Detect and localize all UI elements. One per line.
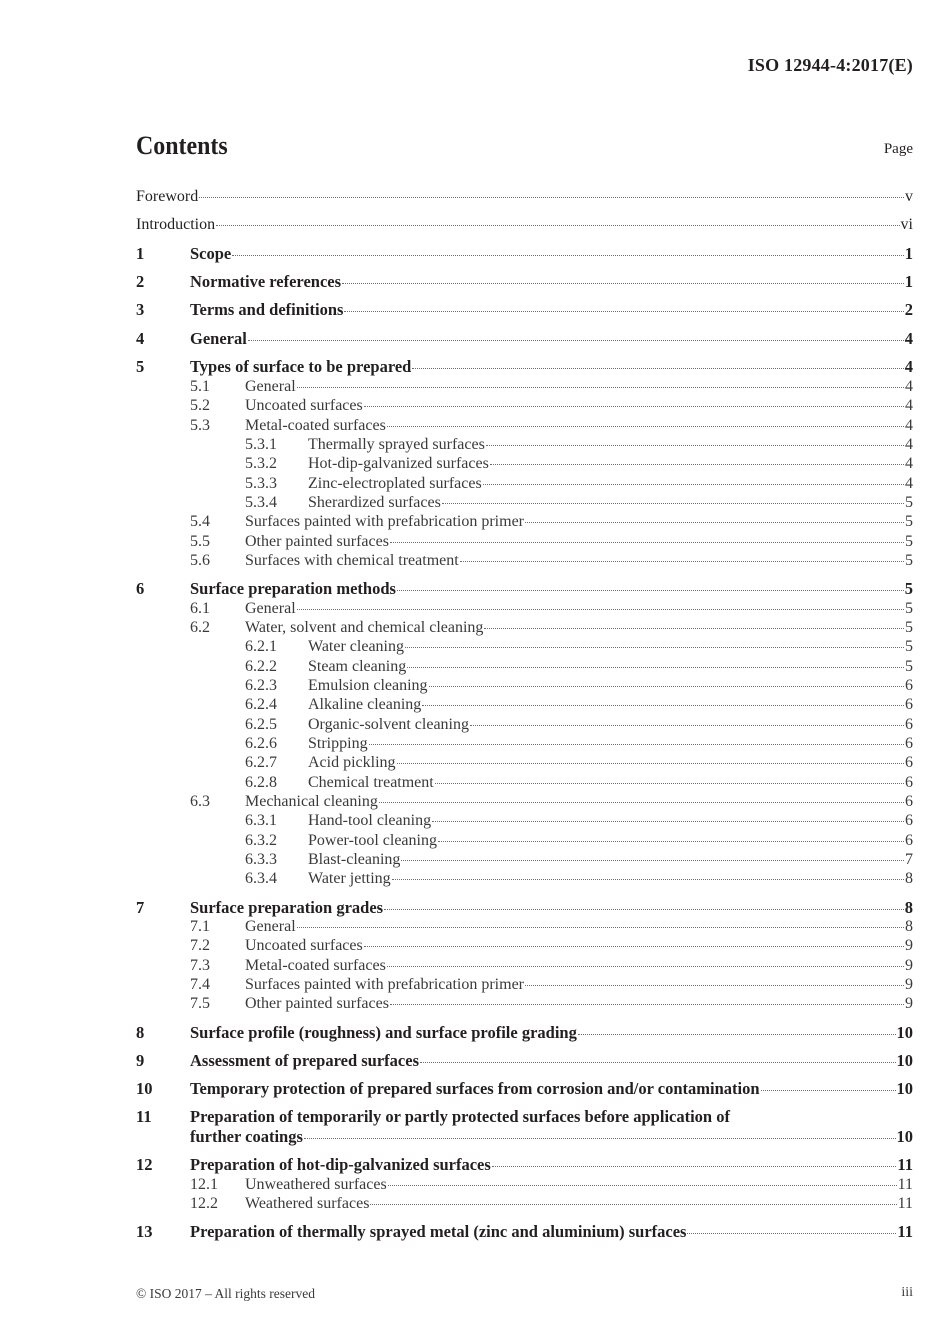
toc-entry[interactable] bbox=[136, 676, 913, 695]
toc-entry-page[interactable]: 5 bbox=[905, 552, 913, 569]
dot-leader bbox=[248, 340, 904, 341]
toc-entry-title[interactable]: Other painted surfaces bbox=[245, 533, 389, 550]
toc-entry-line bbox=[190, 898, 913, 917]
dot-leader bbox=[687, 1233, 896, 1234]
toc-entry-page[interactable]: 8 bbox=[905, 918, 913, 935]
toc-entry-number: 5.4 bbox=[190, 513, 210, 530]
dot-leader bbox=[460, 561, 904, 562]
toc-entry-page[interactable]: 11 bbox=[897, 1155, 913, 1174]
toc-entry[interactable] bbox=[136, 869, 913, 888]
dot-leader bbox=[420, 1062, 896, 1063]
toc-entry-number: 6 bbox=[136, 579, 145, 598]
page-column-label: Page bbox=[883, 141, 913, 157]
toc-entry-line bbox=[308, 454, 913, 473]
toc-entry-number: 5.1 bbox=[190, 378, 210, 395]
toc-entry-page[interactable]: 5 bbox=[905, 513, 913, 530]
toc-entry-line bbox=[245, 917, 913, 936]
toc-entry-line bbox=[308, 715, 913, 734]
toc-entry-line bbox=[308, 657, 913, 676]
toc-entry[interactable] bbox=[136, 244, 913, 263]
toc-entry-line bbox=[308, 734, 913, 753]
toc-entry-line bbox=[308, 850, 913, 869]
toc-entry-line bbox=[190, 1222, 913, 1241]
toc-entry-line bbox=[245, 512, 913, 531]
dot-leader bbox=[422, 705, 904, 706]
toc-entry-line bbox=[190, 1079, 913, 1098]
toc-entry[interactable] bbox=[136, 811, 913, 830]
toc-entry-page[interactable]: 6 bbox=[905, 696, 913, 713]
dot-leader bbox=[407, 667, 904, 668]
toc-entry-page[interactable]: 10 bbox=[896, 1079, 913, 1098]
toc-entry[interactable] bbox=[136, 773, 913, 792]
toc-entry-title[interactable]: General bbox=[245, 378, 296, 395]
toc-entry-title[interactable]: General bbox=[190, 329, 247, 348]
toc-entry[interactable] bbox=[136, 1127, 913, 1146]
toc-entry-number: 6.3 bbox=[190, 793, 210, 810]
toc-entry-line bbox=[308, 435, 913, 454]
toc-entry-page[interactable]: 8 bbox=[905, 870, 913, 887]
toc-entry[interactable] bbox=[136, 512, 913, 531]
toc-entry[interactable] bbox=[136, 357, 913, 376]
toc-entry-title[interactable]: Preparation of temporarily or partly protected surfaces before application of bbox=[190, 1107, 730, 1126]
toc-entry-page[interactable]: 2 bbox=[904, 300, 913, 319]
dot-leader bbox=[388, 1185, 897, 1186]
toc-entry-page[interactable]: 5 bbox=[905, 533, 913, 550]
toc-entry-page[interactable]: 10 bbox=[896, 1051, 913, 1070]
toc-entry[interactable] bbox=[136, 435, 913, 454]
toc-entry[interactable] bbox=[136, 599, 913, 618]
toc-entry-title[interactable]: General bbox=[245, 918, 296, 935]
page-title: Contents bbox=[136, 131, 228, 160]
toc-entry-line bbox=[190, 300, 913, 319]
toc-entry-line bbox=[308, 831, 913, 850]
toc-entry[interactable] bbox=[136, 850, 913, 869]
toc-entry-number: 5.3.3 bbox=[245, 475, 277, 492]
toc-entry-page[interactable]: v bbox=[905, 188, 913, 205]
toc-entry-number: 6.2.2 bbox=[245, 658, 277, 675]
toc-entry-number: 6.1 bbox=[190, 600, 210, 617]
document-id: ISO 12944-4:2017(E) bbox=[747, 55, 913, 75]
toc-entry-line bbox=[245, 956, 913, 975]
toc-entry-title[interactable]: Uncoated surfaces bbox=[245, 937, 363, 954]
toc-entry-number: 6.2 bbox=[190, 619, 210, 636]
toc-entry-number: 7.1 bbox=[190, 918, 210, 935]
dot-leader bbox=[297, 927, 904, 928]
dot-leader bbox=[364, 946, 904, 947]
dot-leader bbox=[401, 860, 904, 861]
dot-leader bbox=[297, 387, 904, 388]
toc-entry-line bbox=[245, 1175, 913, 1194]
toc-entry-title[interactable]: Surfaces painted with prefabrication primer bbox=[245, 513, 524, 530]
toc-entry-number: 5.2 bbox=[190, 397, 210, 414]
toc-entry-line bbox=[190, 1051, 913, 1070]
dot-leader bbox=[370, 1204, 896, 1205]
toc-entry-title[interactable]: Alkaline cleaning bbox=[308, 696, 422, 713]
toc-entry-title[interactable]: Other painted surfaces bbox=[245, 995, 389, 1012]
toc-entry-title[interactable]: Temporary protection of prepared surfaces from corrosion and/or contamination bbox=[190, 1079, 760, 1098]
toc-entry-page[interactable]: 6 bbox=[905, 735, 913, 752]
toc-entry-title[interactable]: Zinc-electroplated surfaces bbox=[308, 475, 482, 492]
toc-entry[interactable] bbox=[136, 715, 913, 734]
toc-entry[interactable] bbox=[136, 1079, 913, 1098]
dot-leader bbox=[344, 311, 903, 312]
toc-entry[interactable] bbox=[136, 917, 913, 936]
toc-entry-page[interactable]: 6 bbox=[905, 716, 913, 733]
toc-entry-line bbox=[190, 1023, 913, 1042]
toc-entry-title[interactable]: Unweathered surfaces bbox=[245, 1176, 387, 1193]
toc-entry-title[interactable]: Organic-solvent cleaning bbox=[308, 716, 469, 733]
toc-entry-title[interactable]: Uncoated surfaces bbox=[245, 397, 363, 414]
toc-entry-line bbox=[245, 396, 913, 415]
toc-entry-title[interactable]: Types of surface to be prepared bbox=[190, 357, 412, 376]
toc-entry-number: 6.2.4 bbox=[245, 696, 277, 713]
toc-entry-number: 9 bbox=[136, 1051, 145, 1070]
toc-entry-page[interactable]: 6 bbox=[905, 754, 913, 771]
dot-leader bbox=[412, 368, 903, 369]
toc-entry-line bbox=[190, 1107, 913, 1126]
dot-leader bbox=[432, 821, 904, 822]
toc-entry-number: 5.3.2 bbox=[245, 455, 277, 472]
toc-entry[interactable] bbox=[136, 936, 913, 955]
toc-entry[interactable] bbox=[136, 792, 913, 811]
toc-entry-number: 10 bbox=[136, 1079, 153, 1098]
toc-entry-line bbox=[245, 416, 913, 435]
toc-entry[interactable] bbox=[136, 1194, 913, 1213]
toc-entry-line bbox=[190, 579, 913, 598]
dot-leader bbox=[429, 686, 904, 687]
toc-entry-page[interactable]: 1 bbox=[904, 272, 913, 291]
toc-entry-line bbox=[190, 272, 913, 291]
toc-entry-title[interactable]: Surfaces painted with prefabrication primer bbox=[245, 976, 524, 993]
toc-entry[interactable] bbox=[136, 898, 913, 917]
toc-entry-line bbox=[136, 215, 913, 234]
dot-leader bbox=[397, 763, 904, 764]
toc-entry-page[interactable]: 9 bbox=[905, 995, 913, 1012]
toc-entry-page[interactable]: 5 bbox=[905, 619, 913, 636]
toc-entry-page[interactable]: 4 bbox=[905, 475, 913, 492]
toc-entry-page[interactable]: 11 bbox=[897, 1222, 913, 1241]
toc-entry-number: 6.2.8 bbox=[245, 774, 277, 791]
toc-entry-page[interactable]: 7 bbox=[905, 851, 913, 868]
toc-entry-number: 7 bbox=[136, 898, 145, 917]
toc-entry-line bbox=[245, 994, 913, 1013]
toc-entry-number: 12.2 bbox=[190, 1195, 218, 1212]
toc-entry[interactable] bbox=[136, 579, 913, 598]
toc-entry[interactable] bbox=[136, 272, 913, 291]
toc-entry-title[interactable]: Chemical treatment bbox=[308, 774, 434, 791]
toc-entry[interactable] bbox=[136, 975, 913, 994]
dot-leader bbox=[490, 464, 904, 465]
toc-entry[interactable] bbox=[136, 1107, 913, 1126]
toc-entry[interactable] bbox=[136, 187, 913, 206]
toc-entry-number: 6.3.3 bbox=[245, 851, 277, 868]
toc-entry-number: 6.3.2 bbox=[245, 832, 277, 849]
toc-entry-title[interactable]: Surfaces with chemical treatment bbox=[245, 552, 459, 569]
toc-entry-number: 6.2.3 bbox=[245, 677, 277, 694]
toc-entry-line bbox=[245, 1194, 913, 1213]
toc-entry-title[interactable]: Metal-coated surfaces bbox=[245, 957, 386, 974]
toc-entry-page[interactable]: 11 bbox=[897, 1195, 913, 1212]
toc-entry[interactable] bbox=[136, 1051, 913, 1070]
toc-entry-number: 2 bbox=[136, 272, 145, 291]
toc-entry-title[interactable]: Power-tool cleaning bbox=[308, 832, 437, 849]
toc-entry-page[interactable]: vi bbox=[900, 216, 913, 233]
toc-entry[interactable] bbox=[136, 1175, 913, 1194]
toc-entry-number: 5.6 bbox=[190, 552, 210, 569]
toc-entry-number: 1 bbox=[136, 244, 145, 263]
toc-entry[interactable] bbox=[136, 734, 913, 753]
toc-entry[interactable] bbox=[136, 377, 913, 396]
toc-entry-line bbox=[245, 975, 913, 994]
toc-entry-page[interactable]: 6 bbox=[905, 774, 913, 791]
toc-entry-number: 8 bbox=[136, 1023, 145, 1042]
toc-entry-page[interactable]: 4 bbox=[905, 417, 913, 434]
toc-entry[interactable] bbox=[136, 454, 913, 473]
toc-entry-page[interactable]: 6 bbox=[905, 677, 913, 694]
toc-entry-number: 3 bbox=[136, 300, 145, 319]
toc-entry[interactable] bbox=[136, 396, 913, 415]
toc-entry-page[interactable]: 10 bbox=[896, 1127, 913, 1146]
toc-entry-title[interactable]: General bbox=[245, 600, 296, 617]
toc-entry-title[interactable]: Surface preparation methods bbox=[190, 579, 396, 598]
dot-leader bbox=[397, 590, 904, 591]
toc-entry-number: 11 bbox=[136, 1107, 152, 1126]
toc-entry-page[interactable]: 10 bbox=[896, 1023, 913, 1042]
toc-entry-title[interactable]: Hot-dip-galvanized surfaces bbox=[308, 455, 489, 472]
dot-leader bbox=[199, 197, 904, 198]
dot-leader bbox=[297, 609, 904, 610]
dot-leader bbox=[216, 225, 899, 226]
toc-entry-line bbox=[308, 773, 913, 792]
toc-entry-line bbox=[308, 753, 913, 772]
toc-entry-page[interactable]: 5 bbox=[905, 600, 913, 617]
dot-leader bbox=[486, 445, 904, 446]
toc-entry[interactable] bbox=[136, 753, 913, 772]
toc-entry-title[interactable]: Emulsion cleaning bbox=[308, 677, 428, 694]
toc-entry[interactable] bbox=[136, 1023, 913, 1042]
toc-entry-number: 5.3 bbox=[190, 417, 210, 434]
toc-entry-number: 6.2.7 bbox=[245, 754, 277, 771]
toc-entry[interactable] bbox=[136, 657, 913, 676]
toc-entry[interactable] bbox=[136, 300, 913, 319]
toc-entry-title[interactable]: further coatings bbox=[190, 1127, 303, 1146]
toc-entry-line bbox=[190, 1155, 913, 1174]
toc-entry-number: 13 bbox=[136, 1222, 153, 1241]
toc-entry[interactable] bbox=[136, 329, 913, 348]
dot-leader bbox=[525, 522, 904, 523]
dot-leader bbox=[470, 725, 904, 726]
toc-entry-line bbox=[245, 936, 913, 955]
toc-entry-line bbox=[136, 187, 913, 206]
toc-entry[interactable] bbox=[136, 1222, 913, 1241]
toc-entry-page[interactable]: 5 bbox=[905, 494, 913, 511]
toc-entry-number: 6.3.4 bbox=[245, 870, 277, 887]
dot-leader bbox=[578, 1034, 896, 1035]
toc-entry-number: 6.3.1 bbox=[245, 812, 277, 829]
toc-entry-page[interactable]: 5 bbox=[905, 658, 913, 675]
dot-leader bbox=[484, 628, 904, 629]
toc-entry-page[interactable]: 6 bbox=[905, 832, 913, 849]
dot-leader bbox=[384, 909, 904, 910]
toc-entry-page[interactable]: 4 bbox=[905, 378, 913, 395]
toc-entry-page[interactable]: 4 bbox=[904, 329, 913, 348]
toc-entry-title[interactable]: Thermally sprayed surfaces bbox=[308, 436, 485, 453]
dot-leader bbox=[438, 841, 904, 842]
toc-entry-page[interactable]: 9 bbox=[905, 937, 913, 954]
toc-entry-title[interactable]: Steam cleaning bbox=[308, 658, 407, 675]
toc-entry-page[interactable]: 6 bbox=[905, 812, 913, 829]
toc-entry-title[interactable]: Introduction bbox=[136, 216, 216, 233]
toc-entry-line bbox=[190, 329, 913, 348]
toc-entry-number: 7.5 bbox=[190, 995, 210, 1012]
toc-entry[interactable] bbox=[136, 618, 913, 637]
dot-leader bbox=[525, 985, 904, 986]
toc-entry-page[interactable]: 11 bbox=[897, 1176, 913, 1193]
toc-entry-title[interactable]: Scope bbox=[190, 244, 232, 263]
toc-entry-title[interactable]: Blast-cleaning bbox=[308, 851, 401, 868]
toc-entry-line bbox=[245, 618, 913, 637]
toc-entry-title[interactable]: Mechanical cleaning bbox=[245, 793, 378, 810]
dot-leader bbox=[405, 647, 904, 648]
dot-leader bbox=[483, 484, 904, 485]
toc-entry-line bbox=[245, 599, 913, 618]
toc-entry-page[interactable]: 9 bbox=[905, 957, 913, 974]
footer-copyright: © ISO 2017 – All rights reserved bbox=[136, 1286, 315, 1301]
dot-leader bbox=[442, 503, 904, 504]
toc-entry-number: 7.2 bbox=[190, 937, 210, 954]
toc-entry-title[interactable]: Surface profile (roughness) and surface profile grading bbox=[190, 1023, 577, 1042]
dot-leader bbox=[390, 542, 904, 543]
toc-entry-title[interactable]: Assessment of prepared surfaces bbox=[190, 1051, 419, 1070]
dot-leader bbox=[379, 802, 904, 803]
toc-entry-page[interactable]: 8 bbox=[904, 898, 913, 917]
toc-entry-line bbox=[245, 532, 913, 551]
toc-entry-line bbox=[308, 493, 913, 512]
toc-entry[interactable] bbox=[136, 551, 913, 570]
dot-leader bbox=[304, 1138, 896, 1139]
toc-entry-number: 4 bbox=[136, 329, 145, 348]
toc-entry-line bbox=[308, 695, 913, 714]
dot-leader bbox=[387, 966, 904, 967]
toc-entry-title[interactable]: Water, solvent and chemical cleaning bbox=[245, 619, 484, 636]
toc-entry-page[interactable]: 6 bbox=[905, 793, 913, 810]
toc-entry-number: 5.3.4 bbox=[245, 494, 277, 511]
dot-leader bbox=[387, 426, 904, 427]
toc-entry-line bbox=[190, 357, 913, 376]
toc-entry-page[interactable]: 5 bbox=[904, 579, 913, 598]
toc-entry-title[interactable]: Preparation of hot-dip-galvanized surfaces bbox=[190, 1155, 491, 1174]
toc-entry-number: 6.2.5 bbox=[245, 716, 277, 733]
toc-entry-page[interactable]: 4 bbox=[905, 436, 913, 453]
toc-entry-number: 7.4 bbox=[190, 976, 210, 993]
toc-entry[interactable] bbox=[136, 956, 913, 975]
toc-entry-number: 5.3.1 bbox=[245, 436, 277, 453]
toc-entry[interactable] bbox=[136, 474, 913, 493]
dot-leader bbox=[364, 406, 904, 407]
toc-entry-page[interactable]: 1 bbox=[904, 244, 913, 263]
toc-entry-title[interactable]: Sherardized surfaces bbox=[308, 494, 441, 511]
toc-entry[interactable] bbox=[136, 416, 913, 435]
dot-leader bbox=[492, 1166, 897, 1167]
toc-entry-title[interactable]: Water jetting bbox=[308, 870, 391, 887]
toc-entry-line bbox=[245, 377, 913, 396]
dot-leader bbox=[369, 744, 904, 745]
toc-entry-line bbox=[308, 811, 913, 830]
toc-entry-title[interactable]: Weathered surfaces bbox=[245, 1195, 370, 1212]
toc-entry-page[interactable]: 4 bbox=[904, 357, 913, 376]
toc-entry-number: 7.3 bbox=[190, 957, 210, 974]
toc-entry-number: 5 bbox=[136, 357, 145, 376]
toc-entry-page[interactable]: 4 bbox=[905, 455, 913, 472]
toc-entry-title[interactable]: Surface preparation grades bbox=[190, 898, 384, 917]
toc-entry[interactable] bbox=[136, 637, 913, 656]
toc-entry-number: 6.2.1 bbox=[245, 638, 277, 655]
toc-entry-line bbox=[308, 637, 913, 656]
toc-entry-title[interactable]: Preparation of thermally sprayed metal (zinc and aluminium) surfaces bbox=[190, 1222, 687, 1241]
toc-entry-title[interactable]: Terms and definitions bbox=[190, 300, 344, 319]
toc-entry[interactable] bbox=[136, 994, 913, 1013]
toc-entry[interactable] bbox=[136, 493, 913, 512]
dot-leader bbox=[390, 1004, 904, 1005]
toc-entry-title[interactable]: Water cleaning bbox=[308, 638, 404, 655]
toc-entry-page[interactable]: 5 bbox=[905, 638, 913, 655]
toc-entry[interactable] bbox=[136, 532, 913, 551]
dot-leader bbox=[342, 283, 904, 284]
toc-entry-line bbox=[190, 1127, 913, 1146]
toc-entry-title[interactable]: Stripping bbox=[308, 735, 368, 752]
toc-entry-line bbox=[308, 676, 913, 695]
toc-entry-title[interactable]: Metal-coated surfaces bbox=[245, 417, 386, 434]
toc-entry-title[interactable]: Acid pickling bbox=[308, 754, 396, 771]
toc-entry-line bbox=[308, 474, 913, 493]
toc-entry[interactable] bbox=[136, 831, 913, 850]
dot-leader bbox=[435, 783, 904, 784]
toc-entry-line bbox=[245, 551, 913, 570]
toc-entry-page[interactable]: 4 bbox=[905, 397, 913, 414]
dot-leader bbox=[761, 1090, 896, 1091]
toc-entry-number: 6.2.6 bbox=[245, 735, 277, 752]
dot-leader bbox=[392, 879, 904, 880]
toc-entry[interactable] bbox=[136, 695, 913, 714]
toc-entry-number: 5.5 bbox=[190, 533, 210, 550]
dot-leader bbox=[232, 255, 904, 256]
toc-entry-number: 12.1 bbox=[190, 1176, 218, 1193]
footer-page-number: iii bbox=[901, 1285, 913, 1300]
toc-entry-page[interactable]: 9 bbox=[905, 976, 913, 993]
toc-entry[interactable] bbox=[136, 215, 913, 234]
toc-entry-number: 12 bbox=[136, 1155, 153, 1174]
toc-entry-title[interactable]: Hand-tool cleaning bbox=[308, 812, 432, 829]
toc-entry-line bbox=[245, 792, 913, 811]
toc-entry-title[interactable]: Foreword bbox=[136, 188, 199, 205]
toc-entry-line bbox=[308, 869, 913, 888]
toc-entry-line bbox=[190, 244, 913, 263]
toc-entry[interactable] bbox=[136, 1155, 913, 1174]
toc-entry-title[interactable]: Normative references bbox=[190, 272, 342, 291]
